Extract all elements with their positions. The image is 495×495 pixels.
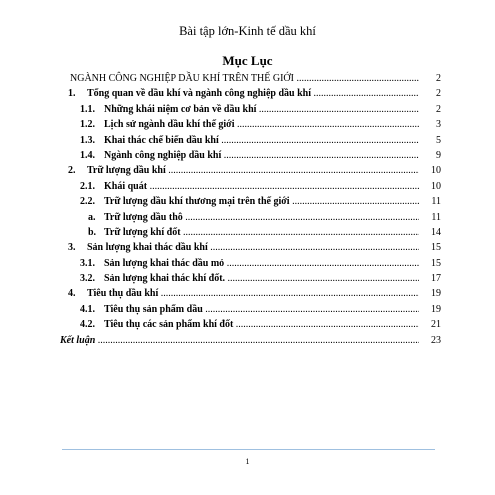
toc-entry-number: 4.1.: [80, 303, 95, 315]
toc-entry-number: 1.1.: [80, 103, 95, 115]
toc-entry-text: Trữ lượng dầu thô .....: [104, 210, 419, 225]
toc-entry-text: Sản lượng khai thác khí đốt. .....: [104, 271, 419, 286]
toc-entry-number: 1.: [68, 88, 76, 100]
toc-entry-text: Trữ lượng khí đốt .....: [104, 225, 419, 240]
toc-entry-page: 2: [421, 71, 441, 86]
toc-entry-page: 21: [421, 317, 441, 332]
toc-entry-number: 3.: [68, 242, 76, 254]
page-number: 1: [245, 457, 250, 466]
toc-entry-number: 3.1.: [80, 257, 95, 269]
toc-entry-text: Trữ lượng dầu khí .....: [87, 163, 419, 178]
toc-entry[interactable]: [60, 117, 441, 132]
toc-entry-page: 19: [421, 302, 441, 317]
toc-entry-page: 11: [421, 210, 441, 225]
toc-entry-text: Khái quát .....: [104, 179, 419, 194]
toc-entry[interactable]: [60, 194, 441, 209]
toc-entry-number: a.: [88, 211, 96, 223]
toc-entry-page: 19: [421, 286, 441, 301]
toc-entry-page: 2: [421, 86, 441, 101]
toc-entry-number: 2.1.: [80, 180, 95, 192]
toc-entry-text: Kết luận .....: [60, 333, 419, 348]
toc-entry[interactable]: [60, 333, 441, 348]
footer-divider: [62, 449, 435, 450]
toc-entry-page: 17: [421, 271, 441, 286]
toc-entry-text: Sản lượng khai thác dầu mỏ .....: [104, 256, 419, 271]
toc-entry-text: Tổng quan về dầu khí và ngành công nghiệp dầu khí .....: [87, 86, 419, 101]
toc-entry-text: Những khái niệm cơ bản về dầu khí .....: [104, 102, 419, 117]
toc-entry-number: 1.3.: [80, 134, 95, 146]
toc-entry-text: Lịch sử ngành dầu khí thế giới .....: [104, 117, 419, 132]
toc-entry-page: 10: [421, 163, 441, 178]
toc-entry-text: Ngành công nghiệp dầu khí .....: [104, 148, 419, 163]
toc-entry-number: 3.2.: [80, 273, 95, 285]
toc-entry-text: Sản lượng khai thác dầu khí .....: [87, 240, 419, 255]
toc-entry[interactable]: [60, 148, 441, 163]
toc-entry[interactable]: [60, 163, 441, 178]
toc-entry-page: 9: [421, 148, 441, 163]
toc-entry-number: 2.2.: [80, 196, 95, 208]
toc-entry[interactable]: [60, 256, 441, 271]
toc-entry[interactable]: [60, 317, 441, 332]
toc-entry[interactable]: [60, 133, 441, 148]
toc-entry-number: 4.2.: [80, 319, 95, 331]
toc-entry[interactable]: [60, 71, 441, 86]
toc-entry[interactable]: [60, 210, 441, 225]
toc-entry-page: 11: [421, 194, 441, 209]
document-header: Bài tập lớn-Kinh tế dầu khí: [179, 24, 316, 38]
toc-entry[interactable]: [60, 102, 441, 117]
toc-entry-text: Khai thác chế biến dầu khí .....: [104, 133, 419, 148]
toc-entry-text: Trữ lượng dầu khí thương mại trên thế giới .....: [104, 194, 419, 209]
table-of-contents: [60, 71, 441, 348]
toc-entry[interactable]: [60, 286, 441, 301]
toc-entry-page: 5: [421, 133, 441, 148]
toc-entry[interactable]: [60, 86, 441, 101]
toc-entry-number: b.: [88, 226, 97, 238]
toc-entry[interactable]: [60, 240, 441, 255]
toc-entry[interactable]: [60, 302, 441, 317]
toc-entry-number: 1.4.: [80, 149, 95, 161]
toc-entry-page: 2: [421, 102, 441, 117]
toc-entry[interactable]: [60, 271, 441, 286]
toc-entry-number: 1.2.: [80, 119, 95, 131]
toc-entry-page: 15: [421, 240, 441, 255]
toc-entry-page: 14: [421, 225, 441, 240]
toc-entry-number: 2.: [68, 165, 76, 177]
toc-entry-page: 3: [421, 117, 441, 132]
toc-entry-number: 4.: [68, 288, 76, 300]
toc-entry[interactable]: [60, 225, 441, 240]
toc-entry-text: Tiêu thụ dầu khí .....: [87, 286, 419, 301]
toc-entry-page: 15: [421, 256, 441, 271]
toc-entry-page: 10: [421, 179, 441, 194]
toc-entry-text: Tiêu thụ các sản phẩm khí đốt .....: [104, 317, 419, 332]
toc-entry[interactable]: [60, 179, 441, 194]
toc-entry-text: Tiêu thụ sản phẩm dầu .....: [104, 302, 419, 317]
toc-entry-text: NGÀNH CÔNG NGHIỆP DẦU KHÍ TRÊN THẾ GIỚI .....: [70, 71, 419, 86]
toc-title: Mục Lục: [222, 53, 273, 68]
toc-entry-page: 23: [421, 333, 441, 348]
